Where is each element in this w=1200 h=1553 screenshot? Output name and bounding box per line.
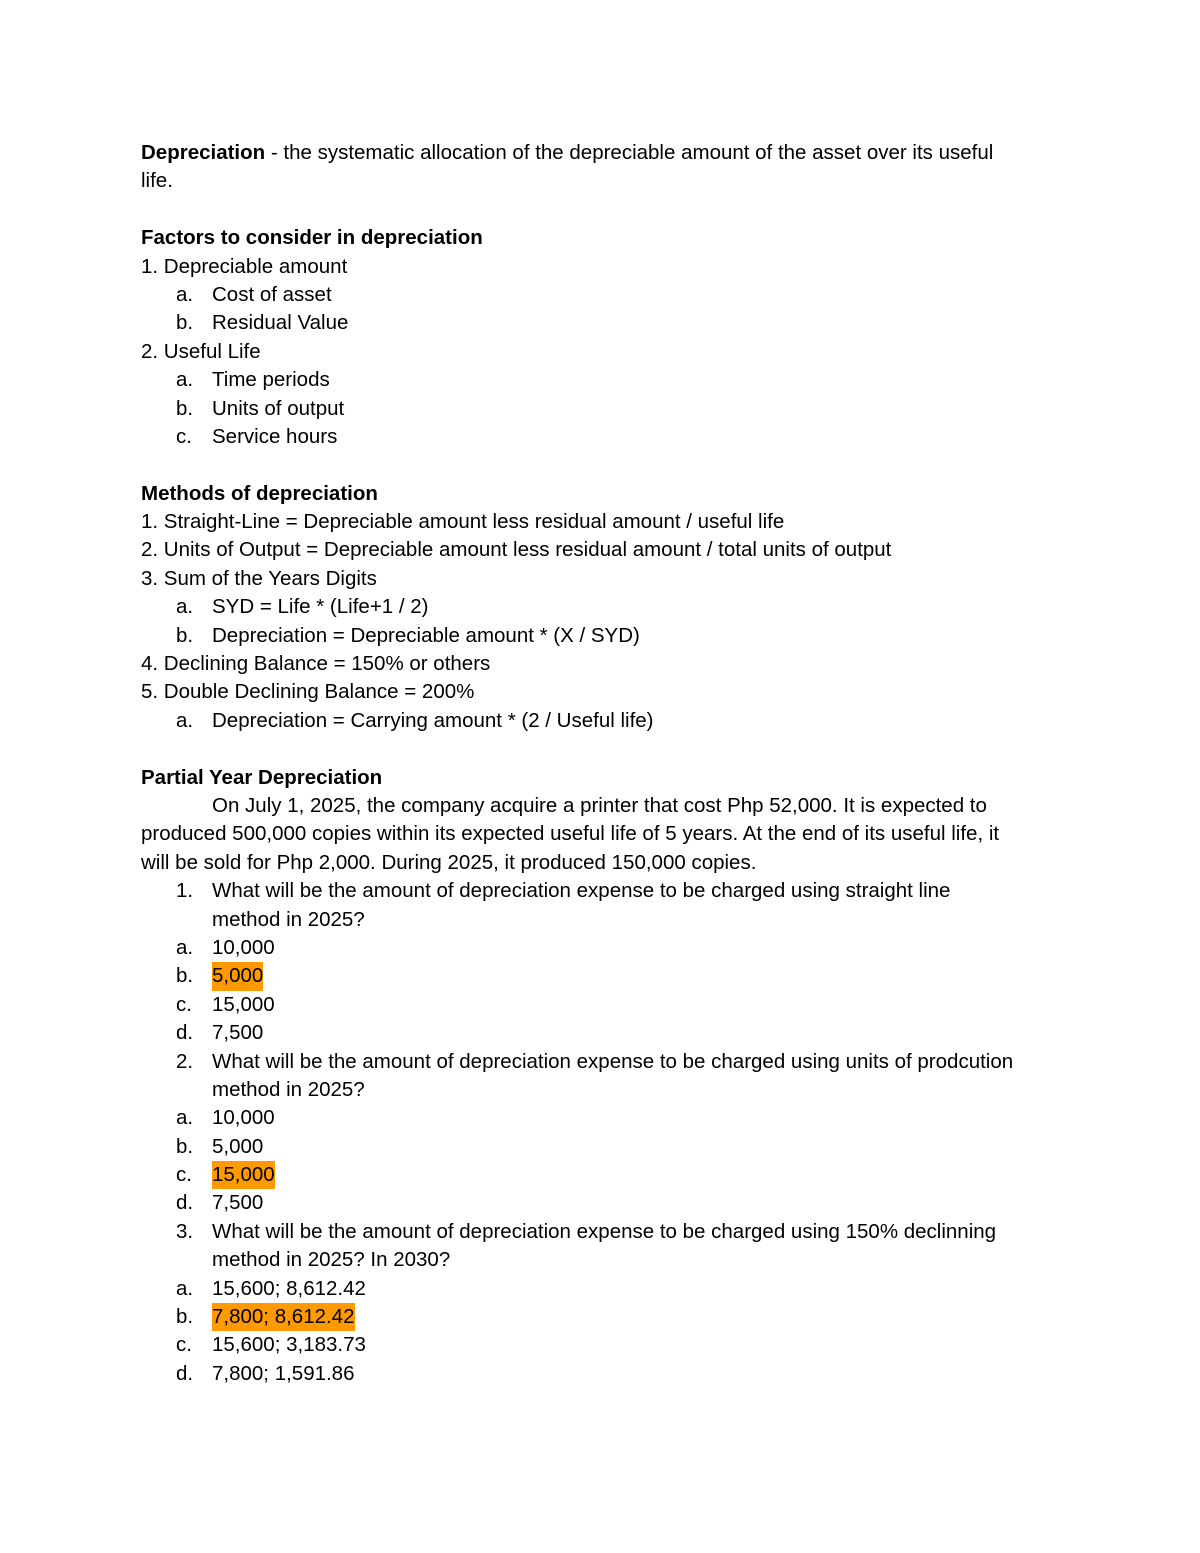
choice-text: 15,000: [212, 992, 275, 1016]
choice-text: 15,600; 8,612.42: [212, 1276, 366, 1300]
list-text: Time periods: [212, 368, 330, 392]
list-marker: a.: [176, 368, 194, 392]
question-text: method in 2025?: [212, 1077, 365, 1101]
factor-item-2: 2. Useful Life: [141, 339, 261, 363]
choice-item: [141, 991, 1071, 1019]
document-page: [141, 139, 1071, 1388]
spacer: [141, 735, 1071, 763]
choice-text: 7,800; 1,591.86: [212, 1361, 355, 1385]
question-text: What will be the amount of depreciation expense to be charged using 150% declinning: [212, 1219, 997, 1243]
factors-heading: Factors to consider in depreciation: [141, 226, 483, 250]
question-1: [141, 877, 1071, 905]
choice-item: [141, 1275, 1071, 1303]
definition-line-1: [141, 139, 1071, 167]
spacer: [141, 196, 1071, 224]
list-text: Depreciation = Depreciable amount * (X / SYD): [212, 623, 640, 647]
choice-letter: d.: [176, 1191, 194, 1215]
question-text: method in 2025? In 2030?: [212, 1248, 451, 1272]
question-text: What will be the amount of depreciation expense to be charged using straight line: [212, 879, 951, 903]
definition-term: Depreciation: [141, 141, 266, 164]
problem-line-1: On July 1, 2025, the company acquire a printer that cost Php 52,000. It is expected to: [212, 793, 987, 817]
factor-sub-item: [141, 309, 1071, 337]
choice-letter: d.: [176, 1021, 194, 1045]
question-text: What will be the amount of depreciation expense to be charged using units of prodcution: [212, 1049, 1014, 1073]
choice-item: [141, 1019, 1071, 1047]
list-text: SYD = Life * (Life+1 / 2): [212, 595, 429, 619]
choice-item-correct: [141, 1161, 1071, 1189]
choice-item: [141, 1133, 1071, 1161]
list-marker: a.: [176, 708, 194, 732]
method-sub-item: [141, 593, 1071, 621]
choice-item: [141, 934, 1071, 962]
choice-text: 10,000: [212, 1106, 275, 1130]
definition-text: - the systematic allocation of the depreciable amount of the asset over its useful: [265, 141, 994, 164]
choice-item: [141, 1104, 1071, 1132]
list-marker: b.: [176, 311, 194, 335]
list-marker: a.: [176, 595, 194, 619]
method-item-5: 5. Double Declining Balance = 200%: [141, 680, 475, 704]
list-marker: c.: [176, 424, 192, 448]
factor-sub-item: [141, 423, 1071, 451]
choice-letter: b.: [176, 1134, 194, 1158]
choice-text: 5,000: [212, 1134, 264, 1158]
factor-sub-item: [141, 281, 1071, 309]
choice-text-highlighted: 15,000: [212, 1161, 275, 1189]
list-marker: b.: [176, 623, 194, 647]
choice-letter: a.: [176, 1276, 194, 1300]
choice-text: 10,000: [212, 935, 275, 959]
choice-letter: c.: [176, 1163, 192, 1187]
question-3-continued: [141, 1246, 1071, 1274]
choice-letter: a.: [176, 1106, 194, 1130]
methods-heading: Methods of depreciation: [141, 481, 378, 505]
choice-letter: c.: [176, 1333, 192, 1357]
list-text: Depreciation = Carrying amount * (2 / Useful life): [212, 708, 654, 732]
list-text: Service hours: [212, 424, 338, 448]
problem-line-2: produced 500,000 copies within its expected useful life of 5 years. At the end of its useful life, it: [141, 822, 1000, 846]
method-item-4: 4. Declining Balance = 150% or others: [141, 652, 491, 676]
factor-sub-item: [141, 395, 1071, 423]
choice-text: 7,500: [212, 1021, 264, 1045]
choice-text: 15,600; 3,183.73: [212, 1333, 366, 1357]
choice-item-correct: [141, 1303, 1071, 1331]
list-text: Units of output: [212, 396, 345, 420]
choice-letter: b.: [176, 964, 194, 988]
factor-item-1: 1. Depreciable amount: [141, 254, 348, 278]
choice-item: [141, 1331, 1071, 1359]
question-3: [141, 1218, 1071, 1246]
method-item-2: 2. Units of Output = Depreciable amount less residual amount / total units of output: [141, 538, 892, 562]
question-text: method in 2025?: [212, 907, 365, 931]
spacer: [141, 451, 1071, 479]
choice-letter: c.: [176, 992, 192, 1016]
question-number: 2.: [176, 1049, 194, 1073]
method-item-3: 3. Sum of the Years Digits: [141, 566, 377, 590]
definition-line-2: life.: [141, 169, 173, 193]
method-sub-item: [141, 622, 1071, 650]
question-number: 1.: [176, 879, 194, 903]
question-2-continued: [141, 1076, 1071, 1104]
factor-sub-item: [141, 366, 1071, 394]
choice-text-highlighted: 7,800; 8,612.42: [212, 1303, 355, 1331]
choice-item: [141, 1189, 1071, 1217]
method-sub-item: [141, 707, 1071, 735]
partial-heading: Partial Year Depreciation: [141, 765, 383, 789]
list-text: Cost of asset: [212, 282, 332, 306]
choice-item: [141, 1360, 1071, 1388]
choice-text: 7,500: [212, 1191, 264, 1215]
question-2: [141, 1048, 1071, 1076]
list-marker: a.: [176, 282, 194, 306]
choice-text-highlighted: 5,000: [212, 962, 263, 990]
choice-letter: b.: [176, 1305, 194, 1329]
method-item-1: 1. Straight-Line = Depreciable amount less residual amount / useful life: [141, 510, 785, 534]
choice-item-correct: [141, 962, 1071, 990]
list-marker: b.: [176, 396, 194, 420]
choice-letter: d.: [176, 1361, 194, 1385]
question-number: 3.: [176, 1219, 194, 1243]
choice-letter: a.: [176, 935, 194, 959]
list-text: Residual Value: [212, 311, 349, 335]
problem-line-3: will be sold for Php 2,000. During 2025, it produced 150,000 copies.: [141, 850, 757, 874]
question-1-continued: [141, 906, 1071, 934]
